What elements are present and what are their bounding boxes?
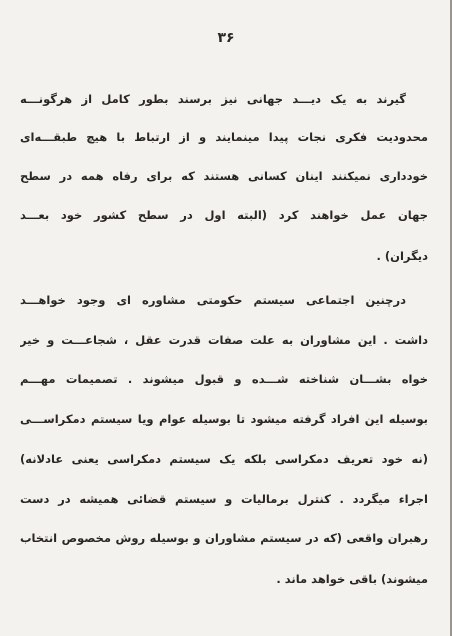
text-line: میشوند) باقی خواهد ماند . xyxy=(276,572,428,586)
text-line: داشت . این مشاوران به علت صفات قدرت عقل ، شجاعـــت و خیر xyxy=(20,333,428,347)
page-number: ۳۶ xyxy=(217,30,235,46)
text-line: محدودیت فکری نجات پیدا مینمایند و از ارتباط با هیچ طبقـــه‌ای xyxy=(20,130,428,144)
text-line: جهان عمل خواهند کرد (البته اول در سطح کشور خود بعـــد xyxy=(20,208,428,222)
text-line: درچنین اجتماعی سیستم حکومتی مشاوره ای وجود خواهـــد xyxy=(20,293,406,307)
text-line: رهبران واقعی (که در سیستم مشاوران و بوسیله روش مخصوص انتخاب xyxy=(20,531,428,545)
text-line: اجراء میگردد . کنترل برمالیات و سیستم قضائی همیشه در دست xyxy=(20,492,428,506)
text-line: خواه بشـــان شناخته شـــده و قبول میشوند . تصمیمات مهـــم xyxy=(20,372,428,386)
text-line: (نه خود تعریف دمکراسی بلکه یک سیستم دمکراسی یعنی عادلانه) xyxy=(20,452,428,466)
text-line: دیگران) . xyxy=(376,249,428,263)
text-line: گیرند به یک دیـــد جهانی نیز برسند بطور کامل از هرگونـــه xyxy=(20,92,406,106)
text-line: بوسیله این افراد گرفته میشود تا بوسیله عوام ویا سیستم دمکراســـی xyxy=(20,412,428,426)
text-line: خودداری نمیکنند اینان کسانی هستند که برای رفاه همه در سطح xyxy=(20,169,428,183)
